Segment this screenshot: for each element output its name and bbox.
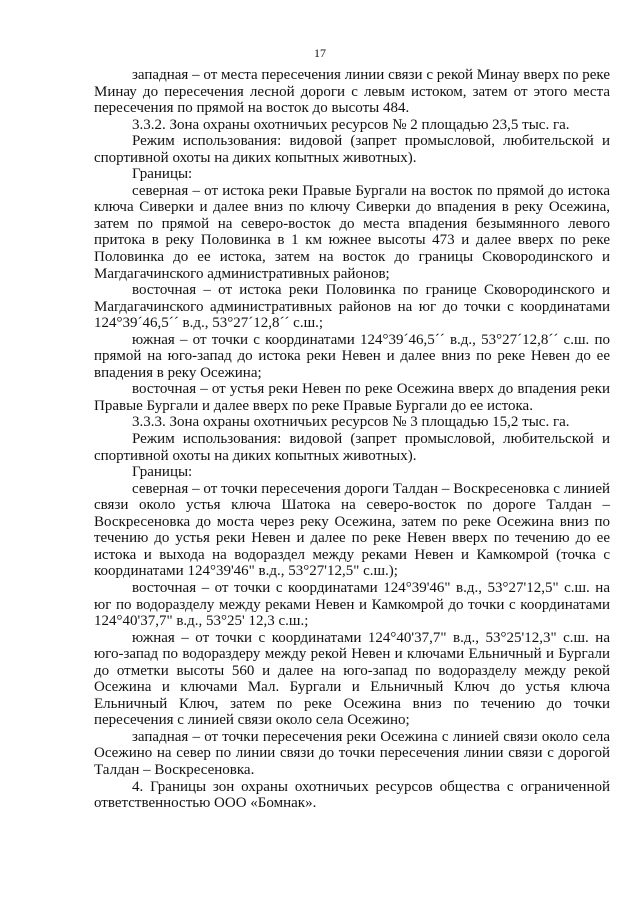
page-number: 17 [314, 46, 326, 60]
zone-2-east-boundary: восточная – от истока реки Половинка по границе Сковородинского и Магдагачинского административных районов на юг до точки с координатами 124°39´46,5´´ в.д., 53°27´12,8´´ с.ш.; [94, 282, 610, 332]
document-body [94, 67, 610, 812]
zone-3-south-boundary: южная – от точки с координатами 124°40'37,7" в.д., 53°25'12,3" с.ш. на юго-запад по водораздеру между рекой Невен и ключами Ельничный и Бургали до отметки высоты 560 и далее на юго-запад по водоразделу между рекой Осежина и ключами Мал. Бургали и Ельничный Ключ до устья ключа Ельничный Ключ, затем по реке Осежина вниз по течению до точки пересечения с линией связи около села Осежино; [94, 629, 610, 729]
section-4-heading: 4. Границы зон охраны охотничьих ресурсов общества с ограниченной ответственностью ООО «Бомнак». [94, 778, 610, 812]
zone-3-heading: 3.3.3. Зона охраны охотничьих ресурсов № 3 площадью 15,2 тыс. га. [132, 414, 570, 431]
zone-3-north-boundary: северная – от точки пересечения дороги Талдан – Воскресеновка с линией связи около устья ключа Шатока на северо-восток по дороге Талдан – Воскресеновка до моста через реку Осежина, затем по реке Осежина вниз по течению до устья реки Невен и далее по реке Невен вверх по течению до ее истока и выхода на водораздел между реками Невен и Камкомрой (точка с координатами 124°39'46" в.д., 53°27'12,5" с.ш.); [94, 480, 610, 580]
paragraph-west-boundary-1: западная – от места пересечения линии связи с рекой Минау вверх по реке Минау до пересечения лесной дороги с левым истоком, затем от этого места пересечения по прямой на восток до высоты 484. [94, 67, 610, 117]
zone-2-east-boundary-2: восточная – от устья реки Невен по реке Осежина вверх до впадения реки Правые Бургали и далее вверх по реке Правые Бургали до ее истока. [94, 381, 610, 414]
zone-3-west-boundary: западная – от точки пересечения реки Осежина с линией связи около села Осежино на север по линии связи до точки пересечения линии связи с дорогой Талдан – Воскресеновка. [94, 728, 610, 778]
zone-2-heading: 3.3.2. Зона охраны охотничьих ресурсов № 2 площадью 23,5 тыс. га. [132, 116, 570, 133]
zone-2-north-boundary: северная – от истока реки Правые Бургали на восток по прямой до истока ключа Сиверки и далее вниз по ключу Сиверки до впадения в реку Осежина, затем по прямой на северо-восток до места впадения безымянного левого притока в реку Половинка в 1 км южнее высоты 473 и далее вверх по реке Половинка до ее истока, затем на восток до границы Сковородинского и Магдагачинского административных районов; [94, 182, 610, 282]
zone-3-usage-mode: Режим использования: видовой (запрет промысловой, любительской и спортивной охоты на диких копытных животных). [94, 431, 610, 464]
zone-2-usage-mode: Режим использования: видовой (запрет промысловой, любительской и спортивной охоты на диких копытных животных). [94, 133, 610, 166]
zone-3-east-boundary: восточная – от точки с координатами 124°39'46" в.д., 53°27'12,5" с.ш. на юг по водоразделу между реками Невен и Камкомрой до точки с координатами 124°40'37,7" в.д., 53°25' 12,3 с.ш.; [94, 579, 610, 630]
zone-3-boundaries-label: Границы: [132, 464, 193, 481]
zone-2-south-boundary: южная – от точки с координатами 124°39´46,5´´ в.д., 53°27´12,8´´ с.ш. по прямой на юго-запад до истока реки Невен и далее вниз по реке Невен до ее впадения в реку Осежина; [94, 331, 610, 381]
zone-2-boundaries-label: Границы: [132, 166, 193, 183]
